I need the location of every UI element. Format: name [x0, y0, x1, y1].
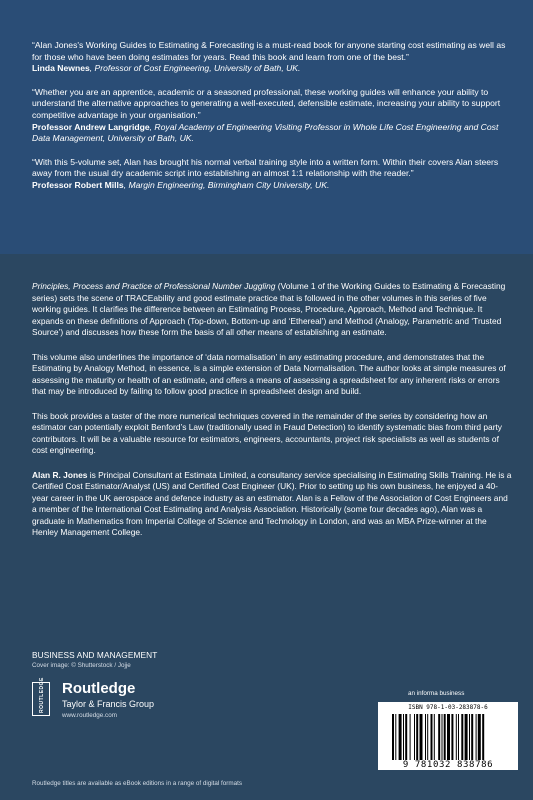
- ean-number: 9 781032 838786: [402, 760, 494, 770]
- barcode-bar: [469, 714, 470, 760]
- publisher-name: Routledge: [62, 680, 136, 697]
- barcode-bar: [438, 714, 440, 760]
- barcode-bar: [444, 714, 446, 760]
- barcode-bar: [410, 714, 411, 760]
- endorsements-panel: [0, 0, 533, 254]
- barcode-bar: [395, 714, 396, 760]
- barcode-bar: [465, 714, 468, 760]
- publisher-group: Taylor & Francis Group: [62, 699, 155, 709]
- isbn-text: ISBN 978-1-03-283878-6: [408, 704, 488, 711]
- barcode-bar: [405, 714, 407, 760]
- barcode-bar: [482, 714, 484, 760]
- quote-affiliation: , Professor of Cost Engineering, University of Bath, UK.: [89, 63, 301, 74]
- barcode-bar: [425, 714, 426, 760]
- description-paragraph: This volume also underlines the importance of ‘data normalisation’ in any estimating procedure, and demonstrates that the Estimating by Analogy Method, in essence, is a simple extension of Data Normalisation. The author looks at simple measures of assessing the maturity or health of an estimate, and offers a means of assessing a spreadsheet for any inherent risks or errors that may be introduced by failing to follow good practice in spreadsheet design and build.: [32, 351, 506, 396]
- barcode-bar: [403, 714, 404, 760]
- author-name: Alan R. Jones: [32, 469, 88, 480]
- paragraph-text: is Principal Consultant at Estimata Limited, a consultancy service specialising in Estimating Skills Training. He is a Certified Cost Estimator/Analyst (US) and Certified Cost Engineer (UK). Prior to setting up his own business, he enjoyed a 40-year career in the UK aerospace and defence industry as an estimator. Alan is a Fellow of the Association of Cost Engineers and a member of the International Cost Estimating and Analysis Association. Historically (some four decades ago), Alan was a graduate in Mathematics from Imperial College of Science and Technology in London, and was an MBA Prize-winner at the Henley Management College.: [32, 469, 512, 537]
- endorsement-quote: [32, 40, 512, 75]
- quote-citation: [32, 122, 512, 145]
- publisher-url: www.routledge.com: [62, 712, 117, 719]
- barcode-bar: [434, 714, 435, 760]
- badge-text: ROUTLEDGE: [39, 677, 45, 713]
- book-title: Principles, Process and Practice of Professional Number Juggling: [32, 281, 276, 291]
- description-paragraph: This book provides a taster of the more numerical techniques covered in the remainder of the series by considering how an estimator can potentially exploit Benford’s Law (traditionally used in Fraud Detection) to identify systematic bias from third party contributors. It will be a valuable resource for estimators, engineers, accountants, project risk specialists as well as students of cost engineering.: [32, 410, 502, 455]
- informa-tagline: an informa business: [408, 690, 465, 697]
- cover-credit: Cover image: © Shutterstock / Jojje: [32, 662, 131, 669]
- author-bio: [32, 470, 514, 539]
- endorsement-quote: [32, 157, 512, 192]
- quote-affiliation: , Royal Academy of Engineering Visiting Professor in Whole Life Cost Engineering and Cost Data Management, University of Bath, UK.: [32, 121, 499, 144]
- endorsements-list: [32, 40, 512, 204]
- quote-author: Linda Newnes: [32, 63, 90, 74]
- barcode: [378, 702, 518, 770]
- ebook-note: Routledge titles are available as eBook editions in a range of digital formats: [32, 780, 243, 787]
- barcode-bar: [471, 714, 473, 760]
- barcode-bar: [461, 714, 463, 760]
- routledge-badge-icon: [32, 677, 50, 716]
- quote-affiliation: , Margin Engineering, Birmingham City University, UK.: [123, 179, 330, 190]
- barcode-bar: [447, 714, 450, 760]
- paragraph-text: (Volume 1 of the Working Guides to Estimating & Forecasting series) sets the scene of TRACEability and good estimate practice that is followed in the other volumes in this series of five working guides. It clarifies the difference between an Estimating Process, Procedure, Approach, Method and Technique. It expands on these definitions of Approach (Top-down, Bottom-up and ‘Ethereal’) and Method (Analogy, Parametric and ‘Trusted Source’) and discusses how these form the basis of all other means of establishing an estimate.: [32, 281, 506, 337]
- quote-text: “With this 5-volume set, Alan has brought his normal verbal training style into a written form. Within their covers Alan steers away from the usual dry academic script into establishing an almost 1:1 relationship with the reader.”: [32, 156, 499, 179]
- barcode-bar: [399, 714, 402, 760]
- barcode-bar: [431, 714, 433, 760]
- barcode-bar: [392, 714, 394, 760]
- quote-author: Professor Robert Mills: [32, 179, 124, 190]
- description-paragraph: [32, 281, 514, 339]
- quote-text: “Alan Jones's Working Guides to Estimating & Forecasting is a must-read book for anyone starting cost estimating as well as for those who have been doing estimates for years. Read this book and learn from one of the best.”: [32, 40, 506, 62]
- barcode-bar: [416, 714, 418, 760]
- barcode-bar: [458, 714, 459, 760]
- book-description: [32, 281, 514, 552]
- barcode-bar: [442, 714, 443, 760]
- publisher-logo: [32, 677, 232, 740]
- barcode-bar: [427, 714, 428, 760]
- quote-text: “Whether you are an apprentice, academic or a seasoned professional, these working guides will enhance your ability to understand the alternative approaches to generating a well-executed, defensible estimate, increasing your ability to support competitive advantage in your organisation.”: [32, 86, 501, 120]
- barcode-bar: [414, 714, 415, 760]
- barcode-bar: [420, 714, 423, 760]
- barcode-bar: [478, 714, 481, 760]
- barcode-bar: [451, 714, 453, 760]
- quote-author: Professor Andrew Langridge: [32, 121, 150, 132]
- subject-category: BUSINESS AND MANAGEMENT: [32, 650, 158, 660]
- quote-citation: [32, 180, 512, 192]
- barcode-bars-icon: [392, 714, 510, 760]
- quote-citation: [32, 63, 512, 75]
- barcode-bar: [476, 714, 477, 760]
- endorsement-quote: [32, 87, 512, 145]
- barcode-bar: [456, 714, 457, 760]
